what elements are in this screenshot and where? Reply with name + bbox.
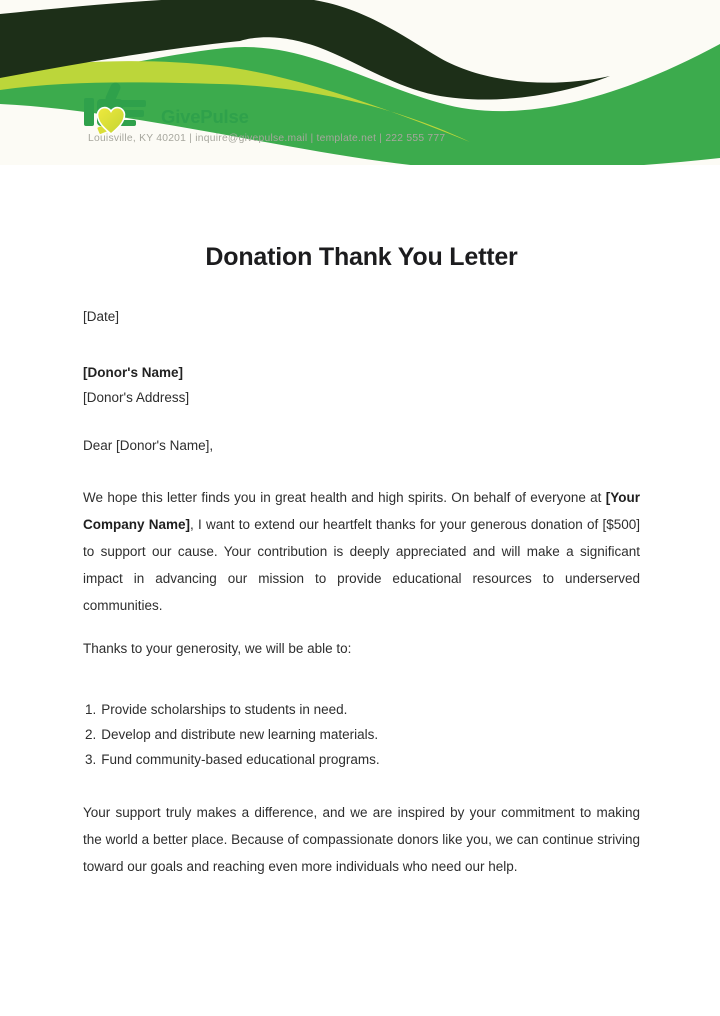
- brand-lockup: [84, 82, 249, 138]
- paragraph-support: Your support truly makes a difference, and we are inspired by your commitment to making the world a better place. Because of compassionate donors like you, we can continue striving toward our goals and reaching even more individuals who need our help.: [83, 805, 640, 874]
- list-item: [85, 747, 640, 772]
- paragraph-thanks: [83, 484, 640, 619]
- list-item-number: 3.: [85, 752, 97, 767]
- recipient-address: [Donor's Address]: [83, 390, 190, 405]
- recipient-name: [Donor's Name]: [83, 365, 183, 380]
- contact-line: Louisville, KY 40201 | inquire@givepulse.mail | template.net | 222 555 777: [88, 133, 446, 144]
- impact-list: [83, 697, 640, 772]
- salutation: Dear [Donor's Name],: [83, 438, 214, 453]
- letter-title: Donation Thank You Letter: [205, 243, 518, 271]
- list-item-text: Fund community-based educational programs.: [101, 752, 380, 767]
- list-item-text: Develop and distribute new learning materials.: [101, 727, 379, 742]
- letter-body: [0, 243, 720, 880]
- list-item-number: 1.: [85, 702, 97, 717]
- letterhead: [0, 0, 720, 165]
- brand-name: GivePulse: [161, 106, 249, 127]
- paragraph-thanks-pre: We hope this letter finds you in great health and high spirits. On behalf of everyone at: [83, 490, 606, 505]
- date-placeholder: [Date]: [83, 309, 120, 324]
- paragraph-thanks-post: , I want to extend our heartfelt thanks for your generous donation of [$500] to support our cause. Your contribution is deeply appreciated and will make a significant impact in advancing our mission to provide educational resources to underserved communities.: [83, 517, 640, 613]
- list-intro: Thanks to your generosity, we will be able to:: [83, 641, 352, 656]
- company-name-placeholder: [Your Company Name]: [83, 490, 640, 532]
- list-item: [85, 722, 640, 747]
- list-item-text: Provide scholarships to students in need.: [101, 702, 348, 717]
- givepulse-logo-icon: [84, 82, 150, 138]
- list-item-number: 2.: [85, 727, 97, 742]
- list-item: [85, 697, 640, 722]
